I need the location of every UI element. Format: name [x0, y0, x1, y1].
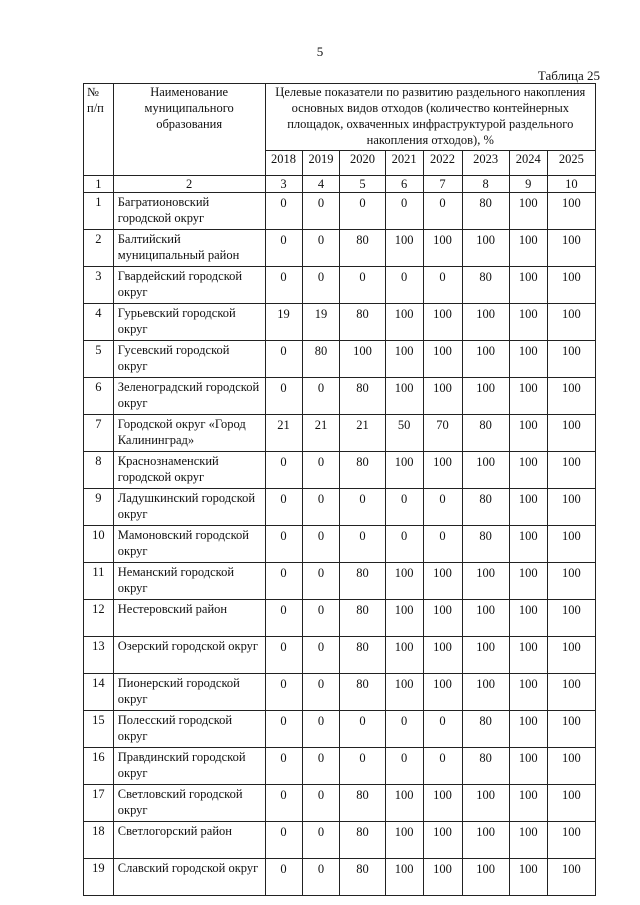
- row-number: 7: [84, 415, 114, 452]
- target-value-cell: 100: [509, 304, 547, 341]
- municipality-name: Славский городской округ: [113, 859, 265, 896]
- header-year: 2020: [340, 151, 385, 176]
- target-value-cell: 100: [462, 563, 509, 600]
- target-value-cell: 80: [340, 674, 385, 711]
- target-value-cell: 100: [462, 674, 509, 711]
- target-value-cell: 100: [385, 378, 423, 415]
- target-value-cell: 0: [340, 267, 385, 304]
- target-value-cell: 80: [340, 859, 385, 896]
- table-row: [84, 785, 596, 822]
- column-number-cell: 2: [113, 176, 265, 193]
- target-value-cell: 0: [340, 193, 385, 230]
- target-value-cell: 80: [462, 415, 509, 452]
- target-value-cell: 100: [547, 600, 595, 637]
- municipality-name: Светлогорский район: [113, 822, 265, 859]
- target-value-cell: 80: [302, 341, 340, 378]
- target-value-cell: 0: [302, 489, 340, 526]
- target-value-cell: 0: [302, 526, 340, 563]
- header-year: 2023: [462, 151, 509, 176]
- target-value-cell: 0: [302, 452, 340, 489]
- target-value-cell: 19: [302, 304, 340, 341]
- target-value-cell: 0: [265, 785, 302, 822]
- target-value-cell: 80: [462, 526, 509, 563]
- row-number: 2: [84, 230, 114, 267]
- municipality-name: Багратионовский городской округ: [113, 193, 265, 230]
- target-value-cell: 100: [547, 193, 595, 230]
- target-value-cell: 0: [302, 859, 340, 896]
- target-value-cell: 70: [423, 415, 462, 452]
- target-value-cell: 100: [385, 563, 423, 600]
- target-value-cell: 100: [462, 304, 509, 341]
- target-value-cell: 100: [462, 230, 509, 267]
- target-value-cell: 100: [462, 859, 509, 896]
- municipality-name: Гусевский городской округ: [113, 341, 265, 378]
- target-value-cell: 0: [340, 711, 385, 748]
- table-row: [84, 415, 596, 452]
- header-year: 2025: [547, 151, 595, 176]
- target-value-cell: 100: [423, 674, 462, 711]
- target-value-cell: 80: [462, 748, 509, 785]
- target-value-cell: 100: [462, 637, 509, 674]
- targets-table: [83, 83, 596, 896]
- target-value-cell: 0: [423, 748, 462, 785]
- table-row: [84, 341, 596, 378]
- row-number: 9: [84, 489, 114, 526]
- municipality-name: Краснознаменский городской округ: [113, 452, 265, 489]
- target-value-cell: 80: [340, 378, 385, 415]
- target-value-cell: 100: [385, 859, 423, 896]
- target-value-cell: 80: [340, 600, 385, 637]
- table-row: [84, 304, 596, 341]
- target-value-cell: 0: [385, 193, 423, 230]
- target-value-cell: 100: [547, 341, 595, 378]
- municipality-name: Правдинский городской округ: [113, 748, 265, 785]
- row-number: 18: [84, 822, 114, 859]
- row-number: 5: [84, 341, 114, 378]
- target-value-cell: 0: [302, 563, 340, 600]
- target-value-cell: 100: [547, 230, 595, 267]
- column-number-cell: 7: [423, 176, 462, 193]
- municipality-name: Гвардейский городской округ: [113, 267, 265, 304]
- target-value-cell: 80: [340, 563, 385, 600]
- target-value-cell: 100: [385, 600, 423, 637]
- target-value-cell: 0: [302, 748, 340, 785]
- table-row: [84, 267, 596, 304]
- row-number: 16: [84, 748, 114, 785]
- target-value-cell: 100: [509, 822, 547, 859]
- page-number: 5: [316, 44, 324, 59]
- target-value-cell: 100: [547, 526, 595, 563]
- target-value-cell: 0: [423, 711, 462, 748]
- municipality-name: Городской округ «Город Калининград»: [113, 415, 265, 452]
- table-row: [84, 748, 596, 785]
- target-value-cell: 80: [340, 304, 385, 341]
- target-value-cell: 0: [265, 563, 302, 600]
- column-number-cell: 6: [385, 176, 423, 193]
- target-value-cell: 80: [340, 822, 385, 859]
- target-value-cell: 100: [462, 785, 509, 822]
- municipality-name: Балтийский муниципальный район: [113, 230, 265, 267]
- target-value-cell: 0: [302, 378, 340, 415]
- target-value-cell: 0: [302, 637, 340, 674]
- target-value-cell: 100: [547, 859, 595, 896]
- header-year: 2018: [265, 151, 302, 176]
- target-value-cell: 100: [547, 452, 595, 489]
- target-value-cell: 100: [509, 267, 547, 304]
- table-body: [84, 193, 596, 896]
- target-value-cell: 0: [302, 600, 340, 637]
- column-number-cell: 10: [547, 176, 595, 193]
- row-number: 8: [84, 452, 114, 489]
- table-row: [84, 822, 596, 859]
- target-value-cell: 0: [423, 489, 462, 526]
- target-value-cell: 0: [265, 378, 302, 415]
- target-value-cell: 100: [385, 822, 423, 859]
- target-value-cell: 100: [547, 378, 595, 415]
- target-value-cell: 100: [509, 859, 547, 896]
- target-value-cell: 21: [302, 415, 340, 452]
- column-number-cell: 8: [462, 176, 509, 193]
- column-number-cell: 4: [302, 176, 340, 193]
- row-number: 19: [84, 859, 114, 896]
- target-value-cell: 100: [547, 267, 595, 304]
- row-number: 17: [84, 785, 114, 822]
- target-value-cell: 0: [265, 267, 302, 304]
- table-row: [84, 526, 596, 563]
- table-row: [84, 230, 596, 267]
- target-value-cell: 100: [547, 637, 595, 674]
- target-value-cell: 0: [302, 230, 340, 267]
- municipality-name: Неманский городской округ: [113, 563, 265, 600]
- target-value-cell: 0: [265, 822, 302, 859]
- target-value-cell: 0: [265, 193, 302, 230]
- target-value-cell: 100: [423, 452, 462, 489]
- target-value-cell: 0: [302, 193, 340, 230]
- target-value-cell: 100: [547, 415, 595, 452]
- target-value-cell: 0: [385, 711, 423, 748]
- row-number: 10: [84, 526, 114, 563]
- target-value-cell: 100: [509, 415, 547, 452]
- target-value-cell: 100: [547, 748, 595, 785]
- target-value-cell: 100: [423, 230, 462, 267]
- header-year: 2019: [302, 151, 340, 176]
- target-value-cell: 0: [265, 341, 302, 378]
- target-value-cell: 100: [509, 526, 547, 563]
- target-value-cell: 0: [423, 526, 462, 563]
- row-number: 14: [84, 674, 114, 711]
- municipality-name: Нестеровский район: [113, 600, 265, 637]
- column-number-cell: 3: [265, 176, 302, 193]
- header-targets: Целевые показатели по развитию раздельного накопления основных видов отходов (количество контейнерных площадок, охваченных инфраструктурой раздельного накопления отходов), %: [265, 84, 595, 151]
- target-value-cell: 0: [265, 452, 302, 489]
- target-value-cell: 100: [385, 341, 423, 378]
- target-value-cell: 100: [509, 378, 547, 415]
- target-value-cell: 0: [265, 526, 302, 563]
- target-value-cell: 100: [509, 674, 547, 711]
- target-value-cell: 100: [423, 637, 462, 674]
- column-numbers-row: [84, 176, 596, 193]
- table-row: [84, 600, 596, 637]
- municipality-name: Гурьевский городской округ: [113, 304, 265, 341]
- target-value-cell: 0: [302, 267, 340, 304]
- municipality-name: Полесский городской округ: [113, 711, 265, 748]
- target-value-cell: 100: [509, 711, 547, 748]
- target-value-cell: 100: [423, 785, 462, 822]
- target-value-cell: 100: [547, 563, 595, 600]
- target-value-cell: 80: [340, 452, 385, 489]
- target-value-cell: 21: [340, 415, 385, 452]
- target-value-cell: 0: [423, 193, 462, 230]
- municipality-name: Ладушкинский городской округ: [113, 489, 265, 526]
- target-value-cell: 0: [340, 526, 385, 563]
- target-value-cell: 80: [462, 193, 509, 230]
- header-no: № п/п: [84, 84, 114, 176]
- target-value-cell: 0: [265, 711, 302, 748]
- table-row: [84, 637, 596, 674]
- target-value-cell: 80: [462, 489, 509, 526]
- target-value-cell: 100: [462, 600, 509, 637]
- target-value-cell: 0: [340, 748, 385, 785]
- target-value-cell: 0: [385, 748, 423, 785]
- municipality-name: Светловский городской округ: [113, 785, 265, 822]
- target-value-cell: 100: [385, 304, 423, 341]
- column-number-cell: 9: [509, 176, 547, 193]
- target-value-cell: 80: [340, 230, 385, 267]
- target-value-cell: 100: [385, 674, 423, 711]
- target-value-cell: 100: [509, 563, 547, 600]
- target-value-cell: 50: [385, 415, 423, 452]
- target-value-cell: 100: [509, 748, 547, 785]
- target-value-cell: 100: [547, 304, 595, 341]
- target-value-cell: 0: [385, 489, 423, 526]
- target-value-cell: 0: [265, 489, 302, 526]
- target-value-cell: 100: [423, 341, 462, 378]
- municipality-name: Озерский городской округ: [113, 637, 265, 674]
- header-year: 2021: [385, 151, 423, 176]
- target-value-cell: 100: [423, 563, 462, 600]
- row-number: 6: [84, 378, 114, 415]
- row-number: 3: [84, 267, 114, 304]
- target-value-cell: 0: [265, 859, 302, 896]
- target-value-cell: 100: [462, 822, 509, 859]
- table-row: [84, 452, 596, 489]
- target-value-cell: 100: [547, 489, 595, 526]
- target-value-cell: 80: [462, 267, 509, 304]
- target-value-cell: 80: [340, 785, 385, 822]
- table-row: [84, 711, 596, 748]
- target-value-cell: 0: [265, 637, 302, 674]
- target-value-cell: 100: [547, 785, 595, 822]
- row-number: 13: [84, 637, 114, 674]
- target-value-cell: 100: [462, 452, 509, 489]
- target-value-cell: 100: [509, 489, 547, 526]
- target-value-cell: 0: [385, 267, 423, 304]
- target-value-cell: 100: [509, 600, 547, 637]
- target-value-cell: 100: [423, 378, 462, 415]
- target-value-cell: 100: [423, 304, 462, 341]
- target-value-cell: 100: [385, 452, 423, 489]
- table-row: [84, 674, 596, 711]
- target-value-cell: 0: [302, 822, 340, 859]
- target-value-cell: 100: [340, 341, 385, 378]
- header-year: 2024: [509, 151, 547, 176]
- target-value-cell: 0: [340, 489, 385, 526]
- target-value-cell: 100: [462, 341, 509, 378]
- target-value-cell: 100: [509, 341, 547, 378]
- target-value-cell: 21: [265, 415, 302, 452]
- header-year: 2022: [423, 151, 462, 176]
- target-value-cell: 0: [385, 526, 423, 563]
- target-value-cell: 100: [547, 674, 595, 711]
- target-value-cell: 80: [462, 711, 509, 748]
- table-row: [84, 563, 596, 600]
- target-value-cell: 100: [509, 193, 547, 230]
- target-value-cell: 100: [547, 822, 595, 859]
- target-value-cell: 100: [385, 637, 423, 674]
- target-value-cell: 0: [265, 230, 302, 267]
- target-value-cell: 100: [462, 378, 509, 415]
- table-row: [84, 859, 596, 896]
- row-number: 4: [84, 304, 114, 341]
- target-value-cell: 0: [302, 785, 340, 822]
- target-value-cell: 0: [302, 674, 340, 711]
- target-value-cell: 100: [509, 637, 547, 674]
- table-row: [84, 489, 596, 526]
- target-value-cell: 19: [265, 304, 302, 341]
- target-value-cell: 0: [265, 748, 302, 785]
- target-value-cell: 80: [340, 637, 385, 674]
- target-value-cell: 100: [509, 230, 547, 267]
- row-number: 1: [84, 193, 114, 230]
- target-value-cell: 100: [547, 711, 595, 748]
- table-caption: Таблица 25: [537, 68, 600, 83]
- target-value-cell: 100: [385, 230, 423, 267]
- table-row: [84, 378, 596, 415]
- target-value-cell: 0: [265, 600, 302, 637]
- target-value-cell: 100: [385, 785, 423, 822]
- table-row: [84, 193, 596, 230]
- target-value-cell: 100: [423, 859, 462, 896]
- target-value-cell: 100: [423, 600, 462, 637]
- target-value-cell: 0: [265, 674, 302, 711]
- column-number-cell: 5: [340, 176, 385, 193]
- target-value-cell: 100: [509, 785, 547, 822]
- row-number: 15: [84, 711, 114, 748]
- municipality-name: Зеленоградский городской округ: [113, 378, 265, 415]
- row-number: 12: [84, 600, 114, 637]
- column-number-cell: 1: [84, 176, 114, 193]
- target-value-cell: 100: [509, 452, 547, 489]
- target-value-cell: 100: [423, 822, 462, 859]
- municipality-name: Мамоновский городской округ: [113, 526, 265, 563]
- target-value-cell: 0: [423, 267, 462, 304]
- target-value-cell: 0: [302, 711, 340, 748]
- header-name: Наименование муниципального образования: [113, 84, 265, 176]
- municipality-name: Пионерский городской округ: [113, 674, 265, 711]
- header-row: [84, 84, 596, 151]
- row-number: 11: [84, 563, 114, 600]
